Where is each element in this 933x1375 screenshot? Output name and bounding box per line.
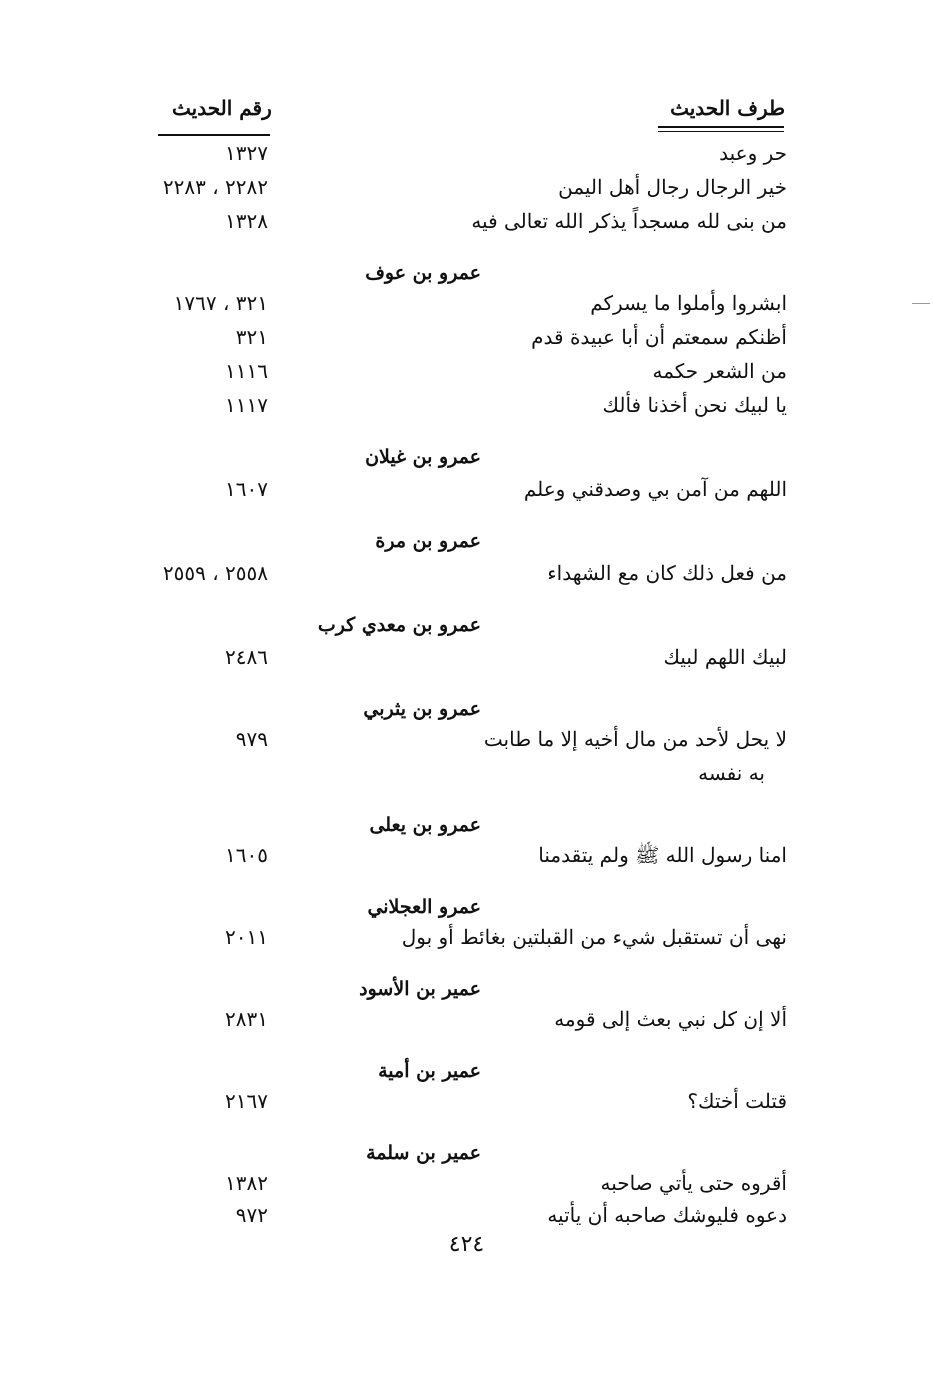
- narrator-name: عمير بن أمية: [378, 1060, 481, 1082]
- page-number: ٤٢٤: [448, 1232, 485, 1257]
- hadith-number: ١٣٢٨: [225, 209, 268, 233]
- hadith-text: ابشروا وأملوا ما يسركم: [590, 291, 787, 315]
- narrator-name: عمير بن الأسود: [359, 978, 481, 1000]
- hadith-entry-row: [0, 388, 933, 422]
- text-column-header: طرف الحديث: [670, 96, 785, 120]
- text-header-underline: [658, 126, 784, 128]
- narrator-heading-row: [0, 440, 933, 474]
- hadith-text: امنا رسول الله ﷺ ولم يتقدمنا: [538, 843, 787, 867]
- hadith-number: ٣٢١: [235, 325, 268, 349]
- hadith-number: ٢٨٣١: [225, 1007, 268, 1031]
- hadith-text: حر وعبد: [719, 141, 787, 165]
- hadith-entry-row: [0, 1166, 933, 1200]
- narrator-name: عمرو بن مرة: [375, 530, 481, 552]
- hadith-number: ٢٥٥٨ ، ٢٥٥٩: [162, 561, 268, 585]
- narrator-heading-row: [0, 808, 933, 842]
- hadith-entry-row: [0, 556, 933, 590]
- hadith-text: أقروه حتى يأتي صاحبه: [600, 1171, 787, 1195]
- hadith-text: لبيك اللهم لبيك: [663, 645, 787, 669]
- hadith-entry-row: [0, 320, 933, 354]
- hadith-text-continuation: به نفسه: [698, 761, 765, 785]
- narrator-heading-row: [0, 890, 933, 924]
- narrator-name: عمرو بن عوف: [365, 262, 481, 284]
- hadith-entry-row: [0, 1084, 933, 1118]
- narrator-name: عمير بن سلمة: [366, 1142, 481, 1164]
- hadith-text: لا يحل لأحد من مال أخيه إلا ما طابت: [483, 727, 787, 751]
- hadith-text: ألا إن كل نبي بعث إلى قومه: [554, 1007, 787, 1031]
- hadith-number: ١٣٢٧: [225, 141, 268, 165]
- hadith-entry-row: [0, 170, 933, 204]
- hadith-entry-row: [0, 136, 933, 170]
- narrator-name: عمرو بن معدي كرب: [317, 614, 481, 636]
- hadith-number: ٣٢١ ، ١٧٦٧: [173, 291, 268, 315]
- hadith-text: من الشعر حكمه: [652, 359, 787, 383]
- hadith-number: ٢٢٨٢ ، ٢٢٨٣: [162, 175, 268, 199]
- narrator-heading-row: [0, 1054, 933, 1088]
- hadith-entry-row: [0, 204, 933, 238]
- hadith-entry-row: [0, 722, 933, 756]
- narrator-name: عمرو بن يثربي: [363, 698, 481, 720]
- narrator-heading-row: [0, 692, 933, 726]
- hadith-number: ٢٤٨٦: [225, 645, 268, 669]
- hadith-number: ٢٠١١: [225, 925, 268, 949]
- hadith-text: يا لبيك نحن أخذنا فألك: [602, 393, 787, 417]
- hadith-entry-row: [0, 472, 933, 506]
- narrator-name: عمرو بن يعلى: [369, 814, 481, 836]
- hadith-entry-row: [0, 354, 933, 388]
- hadith-text: دعوه فليوشك صاحبه أن يأتيه: [547, 1203, 787, 1227]
- hadith-number: ١١١٦: [225, 359, 268, 383]
- narrator-heading-row: [0, 524, 933, 558]
- narrator-heading-row: [0, 256, 933, 290]
- narrator-heading-row: [0, 972, 933, 1006]
- number-column-header: رقم الحديث: [172, 96, 272, 120]
- hadith-text: أظنكم سمعتم أن أبا عبيدة قدم: [531, 325, 787, 349]
- hadith-entry-row: [0, 286, 933, 320]
- hadith-number: ١٦٠٥: [225, 843, 268, 867]
- hadith-text: نهى أن تستقبل شيء من القبلتين بغائط أو بول: [401, 925, 787, 949]
- hadith-number: ١٦٠٧: [225, 477, 268, 501]
- hadith-text: خير الرجال رجال أهل اليمن: [558, 175, 787, 199]
- text-header-underline-2: [658, 131, 784, 132]
- hadith-text: اللهم من آمن بي وصدقني وعلم: [523, 477, 787, 501]
- hadith-entry-row: [0, 1002, 933, 1036]
- narrator-name: عمرو العجلاني: [367, 896, 481, 918]
- hadith-text: من فعل ذلك كان مع الشهداء: [547, 561, 787, 585]
- hadith-entry-row: [0, 1198, 933, 1232]
- hadith-number: ٩٧٩: [235, 727, 268, 751]
- hadith-entry-row: [0, 640, 933, 674]
- hadith-number: ٢١٦٧: [225, 1089, 268, 1113]
- hadith-number: ١١١٧: [225, 393, 268, 417]
- margin-mark: [912, 303, 930, 304]
- hadith-number: ١٣٨٢: [225, 1171, 268, 1195]
- hadith-entry-row: [0, 920, 933, 954]
- hadith-continuation-row: [0, 756, 933, 790]
- hadith-entry-row: [0, 838, 933, 872]
- narrator-name: عمرو بن غيلان: [365, 446, 481, 468]
- hadith-number: ٩٧٢: [235, 1203, 268, 1227]
- hadith-text: من بنى لله مسجداً يذكر الله تعالى فيه: [471, 209, 787, 233]
- narrator-heading-row: [0, 1136, 933, 1170]
- narrator-heading-row: [0, 608, 933, 642]
- hadith-text: قتلت أختك؟: [687, 1089, 787, 1113]
